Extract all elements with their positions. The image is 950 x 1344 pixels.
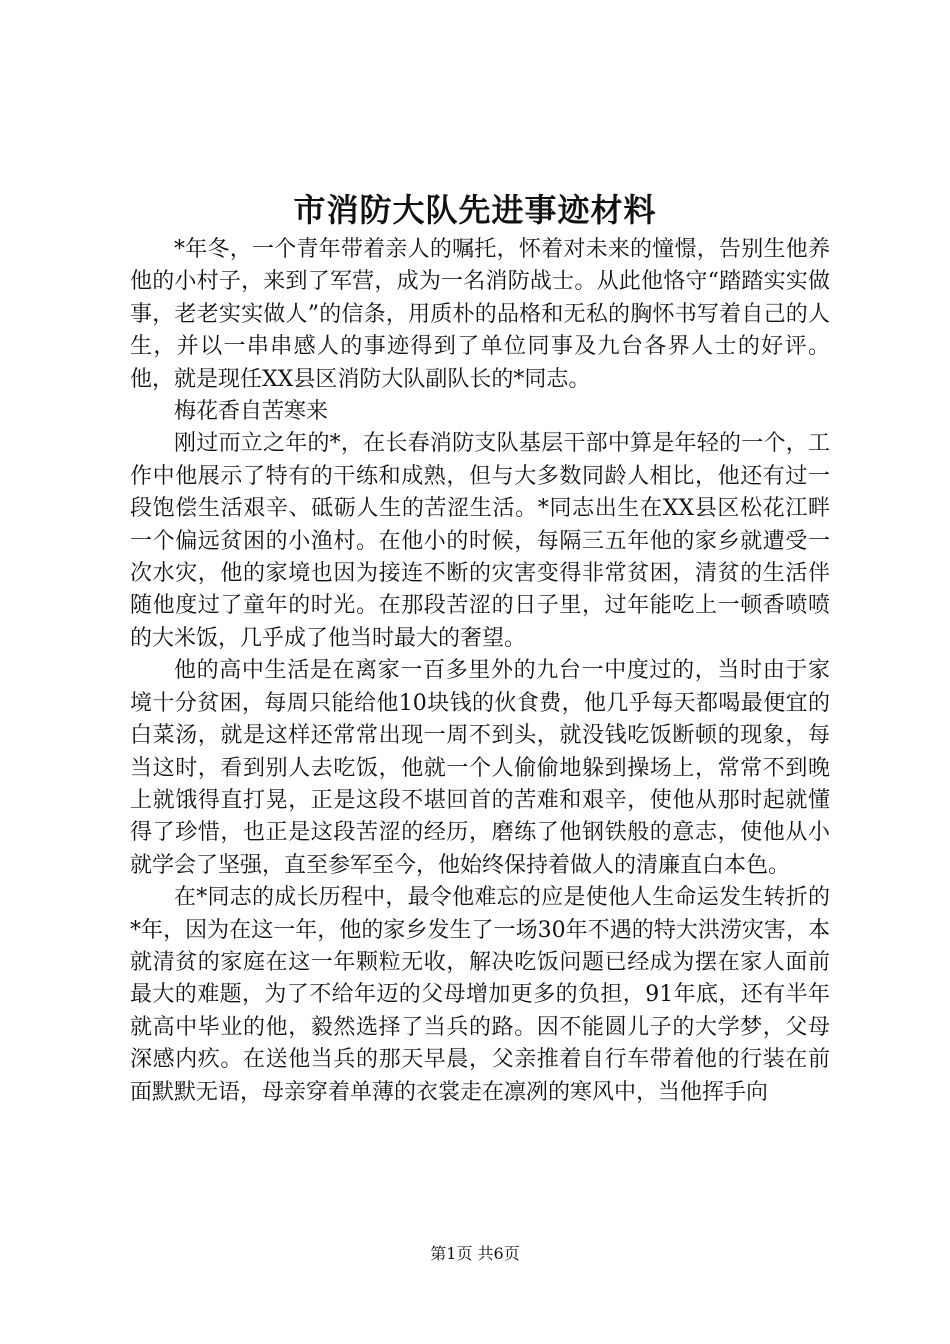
- paragraph-childhood: 刚过而立之年的*，在长春消防支队基层干部中算是年轻的一个，工作中他展示了特有的干练和成熟，但与大多数同龄人相比，他还有过一段饱偿生活艰辛、砥砺人生的苦涩生活。*同志出生在XX县区松花江畔一个偏远贫困的小渔村。在他小的时候，每隔三五年他的家乡就遭受一次水灾，他的家境也因为接连不断的灾害变得非常贫困，清贫的生活伴随他度过了童年的时光。在那段苦涩的日子里，过年能吃上一顿香喷喷的大米饭，几乎成了他当时最大的奢望。: [130, 431, 830, 651]
- document-title: 市消防大队先进事迹材料: [293, 191, 657, 229]
- paragraph-intro: *年冬，一个青年带着亲人的嘱托，怀着对未来的憧憬，告别生他养他的小村子，来到了军营，成为一名消防战士。从此他恪守“踏踏实实做事，老老实实做人”的信条，用质朴的品格和无私的胸怀书写着自己的人生，并以一串串感人的事迹得到了单位同事及九台各界人士的好评。他，就是现任XX县区消防大队副队长的*同志。: [130, 237, 830, 392]
- paragraph-turning-point: 在*同志的成长历程中，最令他难忘的应是使他人生命运发生转折的*年，因为在这一年，他的家乡发生了一场30年不遇的特大洪涝灾害，本就清贫的家庭在这一年颗粒无收，解决吃饭问题已经成为摆在家人面前最大的难题，为了不给年迈的父母增加更多的负担，91年底，还有半年就高中毕业的他，毅然选择了当兵的路。因不能圆儿子的大学梦，父母深感内疚。在送他当兵的那天早晨，父亲推着自行车带着他的行装在前面默默无语，母亲穿着单薄的衣裳走在凛冽的寒风中，当他挥手向: [130, 885, 830, 1105]
- paragraph-high-school: 他的高中生活是在离家一百多里外的九台一中度过的，当时由于家境十分贫困，每周只能给他10块钱的伙食费，他几乎每天都喝最便宜的白菜汤，就是这样还常常出现一周不到头，就没钱吃饭断顿的现象，每当这时，看到别人去吃饭，他就一个人偷偷地躲到操场上，常常不到晚上就饿得直打晃，正是这段不堪回首的苦难和艰辛，使他从那时起就懂得了珍惜，也正是这段苦涩的经历，磨练了他钢铁般的意志，使他从小就学会了坚强，直至参军至今，他始终保持着做人的清廉直白本色。: [130, 658, 830, 878]
- section-heading: 梅花香自苦寒来: [174, 399, 329, 425]
- document-body: [130, 234, 830, 1109]
- page-number-footer: 第1页 共6页: [430, 1244, 520, 1263]
